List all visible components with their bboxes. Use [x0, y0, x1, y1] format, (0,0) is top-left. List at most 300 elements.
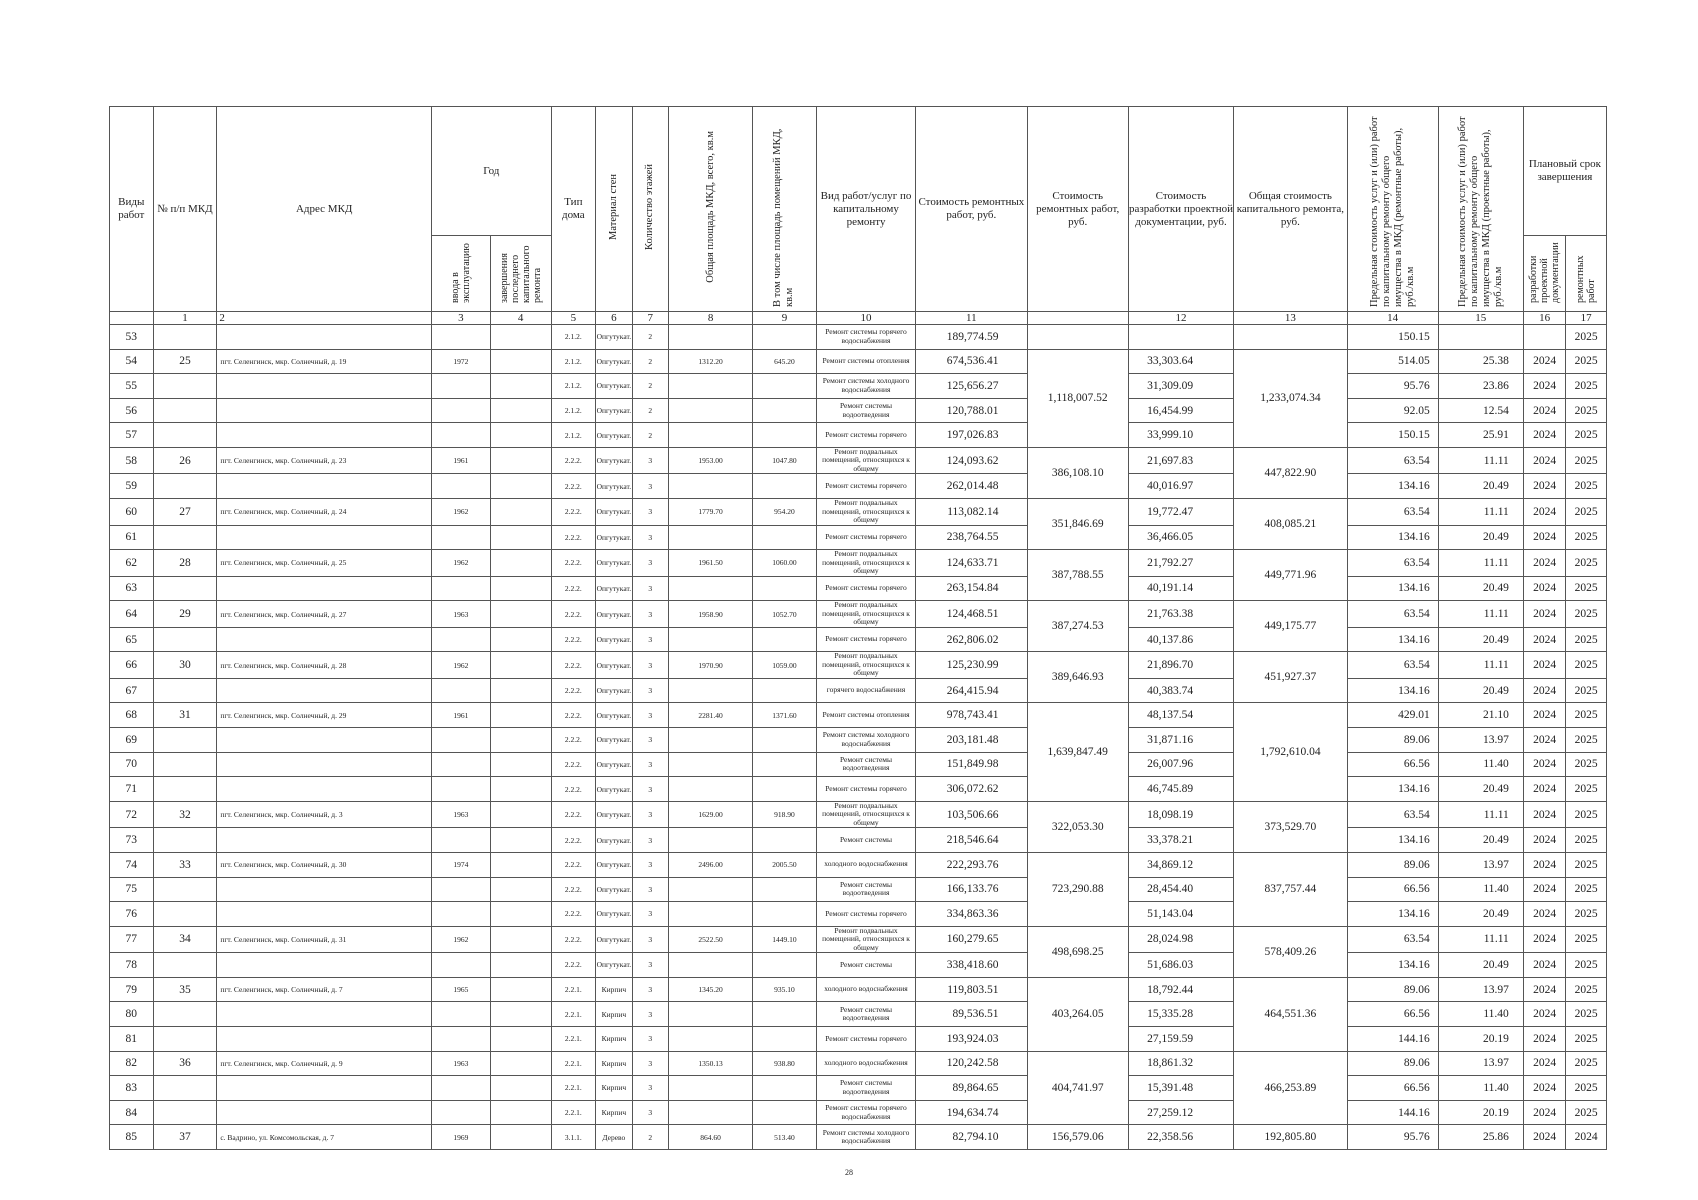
table-row	[110, 877, 1607, 902]
area-total: 2281.40	[669, 703, 753, 728]
area-rooms	[753, 902, 817, 927]
wall-material: Дерево	[596, 1125, 632, 1150]
house-type: 2.2.2.	[551, 703, 596, 728]
house-type: 2.2.2.	[551, 550, 596, 577]
deadline-design: 2024	[1523, 652, 1566, 679]
wall-material: Опгутукат.	[596, 678, 632, 703]
area-rooms	[753, 877, 817, 902]
repair-program-table	[109, 106, 1607, 1150]
col-header-types: Виды работ	[110, 107, 154, 312]
area-rooms: 513.40	[753, 1125, 817, 1150]
col-header-cost-repair: Стоимость ремонтных работ, руб.	[916, 107, 1027, 312]
table-row	[110, 752, 1607, 777]
area-rooms	[753, 828, 817, 853]
wall-material: Кирпич	[596, 977, 632, 1002]
cost-design: 15,335.28	[1128, 1002, 1233, 1027]
cost-design: 34,869.12	[1128, 852, 1233, 877]
cost-total: 373,529.70	[1234, 801, 1347, 852]
cost-design: 33,378.21	[1128, 828, 1233, 853]
work-type: Ремонт подвальных помещений, относящихся к общему	[816, 652, 915, 679]
deadline-repair: 2025	[1566, 374, 1607, 399]
house-number: 30	[153, 652, 217, 679]
cost-design: 16,454.99	[1128, 398, 1233, 423]
cost-total: 449,771.96	[1234, 550, 1347, 601]
cost-repair: 218,546.64	[916, 828, 1027, 853]
deadline-repair: 2025	[1566, 499, 1607, 526]
floors: 3	[632, 977, 668, 1002]
wall-material: Опгутукат.	[596, 601, 632, 628]
cost-design: 21,763.38	[1128, 601, 1233, 628]
year-last-repair	[490, 777, 551, 802]
wall-material: Кирпич	[596, 1002, 632, 1027]
area-rooms: 1371.60	[753, 703, 817, 728]
row-index: 85	[110, 1125, 154, 1150]
house-number: 32	[153, 801, 217, 828]
house-type: 2.2.1.	[551, 1076, 596, 1101]
cost-total: 837,757.44	[1234, 852, 1347, 926]
limit-design: 11.11	[1438, 601, 1523, 628]
deadline-repair: 2025	[1566, 953, 1607, 978]
house-number: 26	[153, 447, 217, 474]
table-row	[110, 1051, 1607, 1076]
year-commission	[432, 325, 491, 350]
col-header-area-total: Общая площадь МКД, всего, кв.м	[704, 131, 716, 283]
floors: 3	[632, 576, 668, 601]
limit-repair: 134.16	[1347, 678, 1438, 703]
area-total	[669, 752, 753, 777]
year-last-repair	[490, 1125, 551, 1150]
deadline-design: 2024	[1523, 1125, 1566, 1150]
deadline-design: 2024	[1523, 953, 1566, 978]
year-last-repair	[490, 550, 551, 577]
limit-design: 20.49	[1438, 474, 1523, 499]
house-type: 2.1.2.	[551, 398, 596, 423]
area-total: 2496.00	[669, 852, 753, 877]
deadline-repair: 2025	[1566, 678, 1607, 703]
area-rooms	[753, 1002, 817, 1027]
row-index: 57	[110, 423, 154, 448]
cost-total: 447,822.90	[1234, 447, 1347, 498]
deadline-repair: 2025	[1566, 349, 1607, 374]
row-index: 62	[110, 550, 154, 577]
limit-repair: 89.06	[1347, 852, 1438, 877]
deadline-design: 2024	[1523, 977, 1566, 1002]
house-number: 29	[153, 601, 217, 628]
address: пгт. Селенгинск, мкр. Солнечный, д. 29	[217, 703, 432, 728]
area-rooms	[753, 1100, 817, 1125]
cost-design: 22,358.56	[1128, 1125, 1233, 1150]
table-row	[110, 652, 1607, 679]
cost-total: 1,792,610.04	[1234, 703, 1347, 801]
work-type: Ремонт системы горячего	[816, 576, 915, 601]
area-total	[669, 953, 753, 978]
deadline-repair: 2025	[1566, 1051, 1607, 1076]
floors: 3	[632, 926, 668, 953]
area-total: 1779.70	[669, 499, 753, 526]
limit-repair: 134.16	[1347, 525, 1438, 550]
address	[217, 902, 432, 927]
cost-design: 31,871.16	[1128, 728, 1233, 753]
cost-repair-total: 387,788.55	[1027, 550, 1128, 601]
wall-material: Опгутукат.	[596, 926, 632, 953]
deadline-repair: 2025	[1566, 801, 1607, 828]
limit-design: 11.40	[1438, 1076, 1523, 1101]
cost-repair: 264,415.94	[916, 678, 1027, 703]
table-row	[110, 525, 1607, 550]
row-index: 71	[110, 777, 154, 802]
deadline-repair: 2025	[1566, 576, 1607, 601]
address: пгт. Селенгинск, мкр. Солнечный, д. 28	[217, 652, 432, 679]
deadline-design: 2024	[1523, 752, 1566, 777]
area-rooms	[753, 752, 817, 777]
deadline-design: 2024	[1523, 1076, 1566, 1101]
year-commission	[432, 474, 491, 499]
floors: 3	[632, 1100, 668, 1125]
cost-repair: 151,849.98	[916, 752, 1027, 777]
table-row	[110, 447, 1607, 474]
wall-material: Опгутукат.	[596, 525, 632, 550]
work-type: Ремонт системы отопления	[816, 349, 915, 374]
address	[217, 576, 432, 601]
address	[217, 828, 432, 853]
row-index: 75	[110, 877, 154, 902]
limit-repair: 514.05	[1347, 349, 1438, 374]
address	[217, 728, 432, 753]
year-commission: 1963	[432, 801, 491, 828]
house-number	[153, 374, 217, 399]
year-last-repair	[490, 801, 551, 828]
work-type: Ремонт системы горячего	[816, 423, 915, 448]
limit-repair: 150.15	[1347, 423, 1438, 448]
wall-material: Опгутукат.	[596, 777, 632, 802]
row-index: 83	[110, 1076, 154, 1101]
house-number	[153, 678, 217, 703]
col-header-year-last-repair: завершения последнего капитального ремонта	[498, 245, 543, 303]
house-type: 2.2.2.	[551, 953, 596, 978]
floors: 3	[632, 703, 668, 728]
area-total: 1961.50	[669, 550, 753, 577]
deadline-repair: 2025	[1566, 652, 1607, 679]
floors: 3	[632, 728, 668, 753]
limit-design: 20.49	[1438, 953, 1523, 978]
limit-repair: 89.06	[1347, 1051, 1438, 1076]
limit-design: 20.19	[1438, 1100, 1523, 1125]
limit-design: 25.86	[1438, 1125, 1523, 1150]
cost-repair: 124,633.71	[916, 550, 1027, 577]
cost-repair: 978,743.41	[916, 703, 1027, 728]
limit-repair: 63.54	[1347, 499, 1438, 526]
area-rooms	[753, 423, 817, 448]
area-rooms: 1060.00	[753, 550, 817, 577]
row-index: 74	[110, 852, 154, 877]
row-index: 55	[110, 374, 154, 399]
limit-repair: 92.05	[1347, 398, 1438, 423]
row-index: 54	[110, 349, 154, 374]
house-type: 2.1.2.	[551, 325, 596, 350]
year-commission: 1961	[432, 447, 491, 474]
area-rooms: 954.20	[753, 499, 817, 526]
floors: 3	[632, 474, 668, 499]
limit-repair: 66.56	[1347, 1076, 1438, 1101]
cost-design: 33,303.64	[1128, 349, 1233, 374]
wall-material: Опгутукат.	[596, 499, 632, 526]
area-total: 1953.00	[669, 447, 753, 474]
house-type: 2.2.2.	[551, 828, 596, 853]
area-rooms	[753, 777, 817, 802]
year-last-repair	[490, 398, 551, 423]
floors: 2	[632, 398, 668, 423]
year-last-repair	[490, 325, 551, 350]
address: пгт. Селенгинск, мкр. Солнечный, д. 24	[217, 499, 432, 526]
area-total	[669, 1100, 753, 1125]
year-commission	[432, 1076, 491, 1101]
area-rooms: 1059.00	[753, 652, 817, 679]
house-number	[153, 752, 217, 777]
limit-repair: 134.16	[1347, 902, 1438, 927]
deadline-repair: 2025	[1566, 877, 1607, 902]
table-row	[110, 325, 1607, 350]
cost-design: 40,016.97	[1128, 474, 1233, 499]
area-rooms	[753, 1026, 817, 1051]
wall-material: Кирпич	[596, 1100, 632, 1125]
limit-repair: 134.16	[1347, 953, 1438, 978]
cost-design: 48,137.54	[1128, 703, 1233, 728]
cost-repair-total: 404,741.97	[1027, 1051, 1128, 1125]
house-type: 2.2.2.	[551, 926, 596, 953]
house-number	[153, 953, 217, 978]
floors: 3	[632, 550, 668, 577]
house-type: 2.2.2.	[551, 627, 596, 652]
area-total: 1345.20	[669, 977, 753, 1002]
floors: 3	[632, 525, 668, 550]
area-rooms: 645.20	[753, 349, 817, 374]
row-index: 72	[110, 801, 154, 828]
house-number	[153, 1026, 217, 1051]
year-commission: 1972	[432, 349, 491, 374]
table-row	[110, 1100, 1607, 1125]
cost-design: 31,309.09	[1128, 374, 1233, 399]
floors: 3	[632, 678, 668, 703]
table-row	[110, 1002, 1607, 1027]
cost-repair: 160,279.65	[916, 926, 1027, 953]
row-index: 82	[110, 1051, 154, 1076]
work-type: Ремонт системы холодного водоснабжения	[816, 1125, 915, 1150]
cost-repair-total: 387,274.53	[1027, 601, 1128, 652]
house-type: 2.2.2.	[551, 852, 596, 877]
row-index: 65	[110, 627, 154, 652]
cost-total: 451,927.37	[1234, 652, 1347, 703]
col-header-num: № п/п МКД	[153, 107, 217, 312]
row-index: 76	[110, 902, 154, 927]
limit-repair: 63.54	[1347, 652, 1438, 679]
year-last-repair	[490, 728, 551, 753]
area-total: 1629.00	[669, 801, 753, 828]
table-row	[110, 1125, 1607, 1150]
floors: 3	[632, 1051, 668, 1076]
wall-material: Опгутукат.	[596, 447, 632, 474]
cost-total: 192,805.80	[1234, 1125, 1347, 1150]
cost-design: 40,137.86	[1128, 627, 1233, 652]
floors: 3	[632, 752, 668, 777]
area-total	[669, 678, 753, 703]
house-type: 2.2.2.	[551, 447, 596, 474]
house-number	[153, 902, 217, 927]
cost-repair: 125,656.27	[916, 374, 1027, 399]
limit-design: 11.40	[1438, 877, 1523, 902]
house-number	[153, 525, 217, 550]
year-last-repair	[490, 902, 551, 927]
work-type: Ремонт системы горячего водоснабжения	[816, 325, 915, 350]
cost-design: 51,686.03	[1128, 953, 1233, 978]
house-number: 28	[153, 550, 217, 577]
house-number: 25	[153, 349, 217, 374]
page-number: 28	[845, 1168, 853, 1177]
limit-repair: 95.76	[1347, 1125, 1438, 1150]
address: с. Вадрино, ул. Комсомольская, д. 7	[217, 1125, 432, 1150]
limit-repair: 144.16	[1347, 1026, 1438, 1051]
address	[217, 1076, 432, 1101]
row-index: 59	[110, 474, 154, 499]
year-commission	[432, 728, 491, 753]
year-commission	[432, 423, 491, 448]
cost-design: 19,772.47	[1128, 499, 1233, 526]
limit-repair: 134.16	[1347, 474, 1438, 499]
year-commission: 1962	[432, 926, 491, 953]
floors: 3	[632, 1076, 668, 1101]
deadline-design: 2024	[1523, 398, 1566, 423]
cost-repair-total: 386,108.10	[1027, 447, 1128, 498]
limit-repair: 63.54	[1347, 926, 1438, 953]
wall-material: Опгутукат.	[596, 423, 632, 448]
deadline-repair: 2025	[1566, 525, 1607, 550]
area-rooms	[753, 627, 817, 652]
limit-repair: 63.54	[1347, 801, 1438, 828]
address	[217, 953, 432, 978]
row-index: 81	[110, 1026, 154, 1051]
table-row	[110, 1076, 1607, 1101]
year-commission	[432, 1100, 491, 1125]
col-header-year: Год	[432, 107, 552, 236]
row-index: 66	[110, 652, 154, 679]
house-number	[153, 1076, 217, 1101]
address: пгт. Селенгинск, мкр. Солнечный, д. 3	[217, 801, 432, 828]
work-type: Ремонт подвальных помещений, относящихся к общему	[816, 499, 915, 526]
house-number	[153, 877, 217, 902]
row-index: 67	[110, 678, 154, 703]
wall-material: Опгутукат.	[596, 852, 632, 877]
wall-material: Опгутукат.	[596, 902, 632, 927]
row-index: 63	[110, 576, 154, 601]
address	[217, 374, 432, 399]
cost-design: 27,159.59	[1128, 1026, 1233, 1051]
col-header-cost-total: Общая стоимость капитального ремонта, руб.	[1234, 107, 1347, 312]
year-commission	[432, 1026, 491, 1051]
year-last-repair	[490, 877, 551, 902]
row-index: 61	[110, 525, 154, 550]
cost-repair: 203,181.48	[916, 728, 1027, 753]
deadline-repair: 2025	[1566, 447, 1607, 474]
house-type: 2.2.2.	[551, 877, 596, 902]
limit-repair: 66.56	[1347, 1002, 1438, 1027]
area-rooms	[753, 474, 817, 499]
cost-repair: 124,468.51	[916, 601, 1027, 628]
year-last-repair	[490, 752, 551, 777]
deadline-repair: 2025	[1566, 852, 1607, 877]
house-number	[153, 828, 217, 853]
area-rooms	[753, 953, 817, 978]
house-number	[153, 423, 217, 448]
area-rooms	[753, 525, 817, 550]
row-index: 56	[110, 398, 154, 423]
house-number: 37	[153, 1125, 217, 1150]
area-total	[669, 325, 753, 350]
work-type: Ремонт системы горячего	[816, 777, 915, 802]
year-last-repair	[490, 601, 551, 628]
col-header-cost-design: Стоимость разработки проектной документации, руб.	[1128, 107, 1233, 312]
house-number	[153, 777, 217, 802]
cost-repair: 166,133.76	[916, 877, 1027, 902]
table-row	[110, 703, 1607, 728]
col-number: 6	[596, 312, 632, 325]
work-type: Ремонт подвальных помещений, относящихся к общему	[816, 601, 915, 628]
year-last-repair	[490, 703, 551, 728]
house-number	[153, 576, 217, 601]
area-rooms: 938.80	[753, 1051, 817, 1076]
floors: 2	[632, 325, 668, 350]
cost-repair: 193,924.03	[916, 1026, 1027, 1051]
limit-design: 20.49	[1438, 627, 1523, 652]
cost-design: 27,259.12	[1128, 1100, 1233, 1125]
cost-repair: 125,230.99	[916, 652, 1027, 679]
wall-material: Опгутукат.	[596, 325, 632, 350]
row-index: 64	[110, 601, 154, 628]
area-rooms	[753, 576, 817, 601]
limit-design	[1438, 325, 1523, 350]
area-rooms	[753, 728, 817, 753]
work-type: Ремонт системы горячего	[816, 902, 915, 927]
col-header-limit-design: Предельная стоимость услуг и (или) работ по капитальному ремонту общего имущества в МКД (проектные работы), руб./кв.м	[1456, 116, 1504, 307]
house-number: 35	[153, 977, 217, 1002]
work-type: Ремонт системы отопления	[816, 703, 915, 728]
col-header-limit-repair: Предельная стоимость услуг и (или) работ по капитальному ремонту общего имущества в МКД (ремонтные работы), руб./кв.м	[1368, 116, 1416, 307]
deadline-repair: 2025	[1566, 1100, 1607, 1125]
area-rooms: 1052.70	[753, 601, 817, 628]
deadline-repair: 2025	[1566, 828, 1607, 853]
deadline-repair: 2025	[1566, 398, 1607, 423]
year-commission: 1963	[432, 601, 491, 628]
limit-design: 11.40	[1438, 1002, 1523, 1027]
deadline-design: 2024	[1523, 474, 1566, 499]
col-number: 4	[490, 312, 551, 325]
table-row	[110, 374, 1607, 399]
deadline-repair: 2025	[1566, 550, 1607, 577]
table-row	[110, 926, 1607, 953]
deadline-design: 2024	[1523, 1100, 1566, 1125]
year-commission	[432, 374, 491, 399]
table-body	[110, 325, 1607, 1150]
deadline-repair: 2025	[1566, 325, 1607, 350]
wall-material: Опгутукат.	[596, 828, 632, 853]
year-last-repair	[490, 1100, 551, 1125]
col-number: 14	[1347, 312, 1438, 325]
col-number: 1	[153, 312, 217, 325]
deadline-design: 2024	[1523, 1051, 1566, 1076]
table-row	[110, 423, 1607, 448]
wall-material: Опгутукат.	[596, 550, 632, 577]
house-type: 2.2.2.	[551, 728, 596, 753]
row-index: 69	[110, 728, 154, 753]
row-index: 53	[110, 325, 154, 350]
